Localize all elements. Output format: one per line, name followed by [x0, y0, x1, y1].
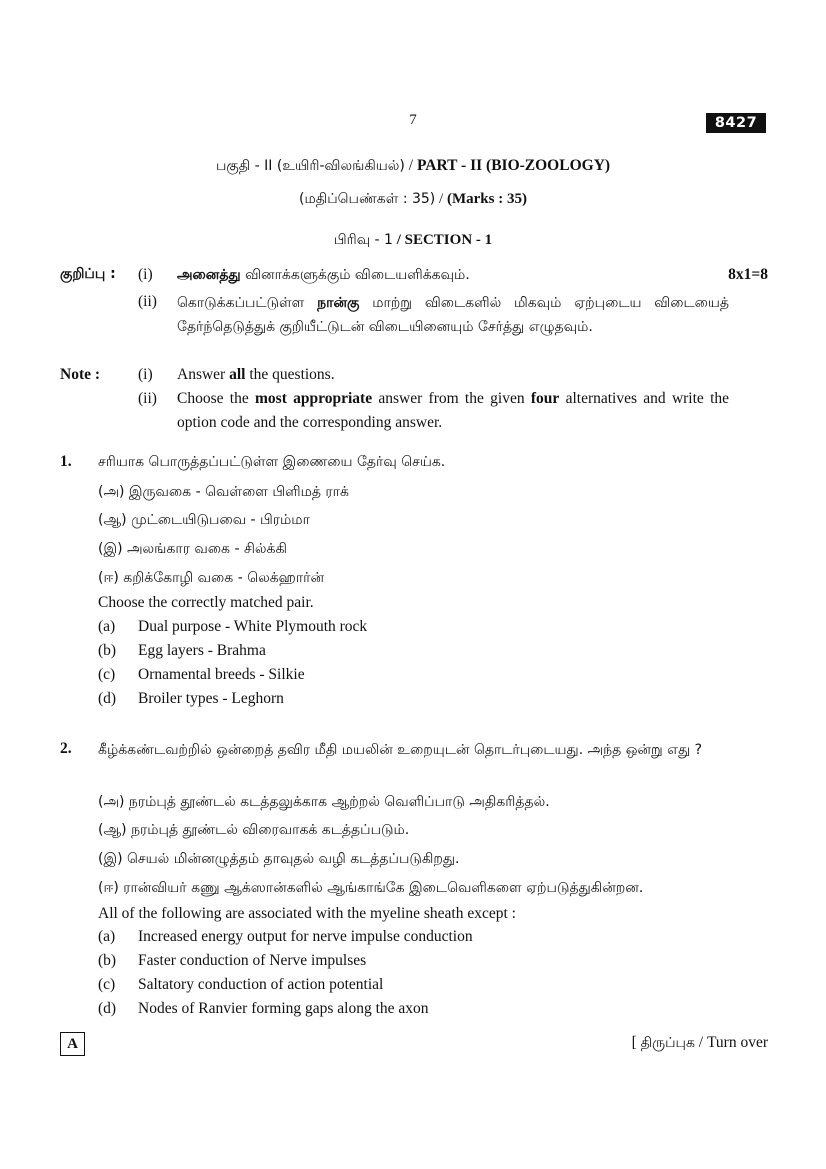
- option-tamil: (இ) செயல் மின்னழுத்தம் தாவுதல் வழி கடத்தப்படுகிறது.: [98, 851, 460, 867]
- turn-over-english: Turn over: [706, 1034, 768, 1051]
- question-stem-english: All of the following are associated with the myeline sheath except :: [98, 905, 516, 922]
- tamil-instruction-num: (i): [138, 266, 153, 283]
- part-title: பகுதி - II (உயிரி-விலங்கியல்) / PART - II (BIO-ZOOLOGY): [215, 157, 611, 174]
- question-number: 1.: [60, 453, 72, 470]
- note-instruction-1: Answer all the questions.: [177, 366, 335, 383]
- option-text: Saltatory conduction of action potential: [138, 976, 384, 993]
- section-tamil: பிரிவு - 1: [333, 232, 393, 248]
- section-title: பிரிவு - 1 / SECTION - 1: [333, 232, 493, 248]
- option-tamil: (ஆ) முட்டையிடுபவை - பிரம்மா: [98, 512, 310, 528]
- option-label: (d): [98, 690, 117, 707]
- tamil-instruction-2: கொடுக்கப்பட்டுள்ள நான்கு மாற்று விடைகளில் மிகவும் ஏற்புடைய விடையைத் தேர்ந்தெடுத்துக் குறியீட்டுடன் விடையினையும் சேர்த்து எழுதவும்.: [177, 295, 729, 335]
- tamil-note-label: குறிப்பு :: [60, 266, 116, 282]
- option-text: Faster conduction of Nerve impulses: [138, 952, 367, 969]
- marks-line: (மதிப்பெண்கள் : 35) / (Marks : 35): [299, 191, 527, 207]
- option-label: (b): [98, 642, 117, 659]
- tamil-instruction-num: (ii): [138, 293, 157, 310]
- option-label: (c): [98, 976, 116, 993]
- option-text: Dual purpose - White Plymouth rock: [138, 618, 368, 635]
- option-label: (a): [98, 618, 116, 635]
- option-label: (d): [98, 1000, 117, 1017]
- option-tamil: (அ) இருவகை - வெள்ளை பிளிமத் ராக்: [98, 484, 349, 500]
- option-tamil: (ஆ) நரம்புத் தூண்டல் விரைவாகக் கடத்தப்படும்.: [98, 822, 410, 838]
- turn-over-tamil: திருப்புக: [640, 1035, 695, 1051]
- note-label: Note :: [60, 366, 101, 383]
- option-text: Egg layers - Brahma: [138, 642, 266, 659]
- paper-code-badge: 8427: [706, 113, 766, 133]
- option-text: Broiler types - Leghorn: [138, 690, 284, 707]
- option-text: Increased energy output for nerve impulse conduction: [138, 928, 473, 945]
- section-english: SECTION - 1: [404, 232, 493, 248]
- option-label: (b): [98, 952, 117, 969]
- series-box: A: [60, 1032, 85, 1056]
- turn-over: [ திருப்புக / Turn over: [631, 1034, 768, 1051]
- question-stem-tamil: கீழ்க்கண்டவற்றில் ஒன்றைத் தவிர மீதி மயலின் உறையுடன் தொடர்புடையது. அந்த ஒன்று எது ?: [98, 742, 703, 758]
- part-title-english: PART - II (BIO-ZOOLOGY): [416, 157, 611, 174]
- note-instruction-2: Choose the most appropriate answer from the given four alternatives and write the option code and the corresponding answer.: [177, 390, 730, 431]
- question-number: 2.: [60, 740, 72, 757]
- note-num: (i): [138, 366, 153, 383]
- tamil-instruction-1: அனைத்து வினாக்களுக்கும் விடையளிக்கவும்.: [177, 267, 470, 283]
- option-tamil: (அ) நரம்புத் தூண்டல் கடத்தலுக்காக ஆற்றல் வெளிப்பாடு அதிகரித்தல்.: [98, 794, 550, 810]
- option-label: (c): [98, 666, 116, 683]
- option-text: Ornamental breeds - Silkie: [138, 666, 305, 683]
- note-num: (ii): [138, 390, 157, 407]
- option-tamil: (ஈ) கறிக்கோழி வகை - லெக்ஹார்ன்: [98, 570, 325, 586]
- option-tamil: (இ) அலங்கார வகை - சில்க்கி: [98, 541, 287, 557]
- marks-tamil: (மதிப்பெண்கள் : 35): [299, 191, 436, 207]
- question-stem-tamil: சரியாக பொருத்தப்பட்டுள்ள இணையை தேர்வு செய்க.: [98, 454, 446, 470]
- marks-english: (Marks : 35): [446, 191, 527, 207]
- question-stem-english: Choose the correctly matched pair.: [98, 594, 314, 611]
- option-tamil: (ஈ) ரான்வியர் கணு ஆக்ஸான்களில் ஆங்காங்கே இடைவெளிகளை ஏற்படுத்துகின்றன.: [98, 880, 644, 896]
- option-label: (a): [98, 928, 116, 945]
- part-title-tamil: பகுதி - II (உயிரி-விலங்கியல்): [215, 158, 405, 174]
- page-number: 7: [409, 112, 417, 128]
- option-text: Nodes of Ranvier forming gaps along the axon: [138, 1000, 429, 1017]
- marks-scheme: 8x1=8: [728, 266, 768, 283]
